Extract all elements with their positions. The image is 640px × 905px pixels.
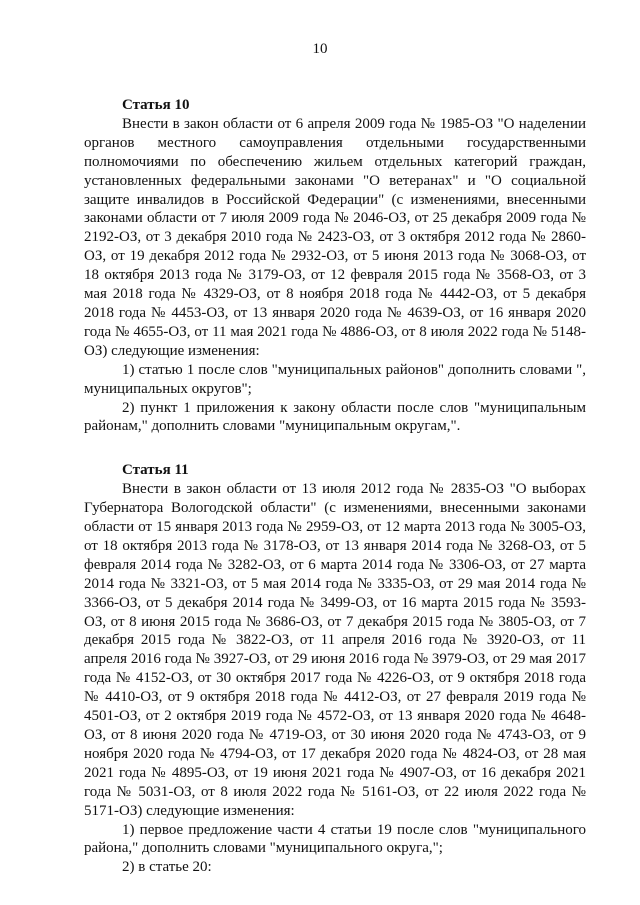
article-body: Внести в закон области от 6 апреля 2009 года № 1985-ОЗ "О наделении органов местного самоуправления отдельными государственными полномочиями по обеспечению жильем отдельных категорий граждан, установленных федеральными законами "О ветеранах" и "О социальной защите инвалидов в Российской Федерации" (с изменениями, внесенными законами области от 7 июля 2009 года № 2046-ОЗ, от 25 декабря 2009 года № 2192-ОЗ, от 3 декабря 2010 года № 2423-ОЗ, от 3 октября 2012 года № 2860-ОЗ, от 19 декабря 2012 года № 2932-ОЗ, от 5 июня 2013 года № 3068-ОЗ, от 18 октября 2013 года № 3179-ОЗ, от 12 февраля 2015 года № 3568-ОЗ, от 3 мая 2018 года № 4329-ОЗ, от 8 ноября 2018 года № 4442-ОЗ, от 5 декабря 2018 года № 4453-ОЗ, от 13 января 2020 года № 4639-ОЗ, от 16 января 2020 года № 4655-ОЗ, от 11 мая 2021 года № 4886-ОЗ, от 8 июля 2022 года № 5148-ОЗ) следующие изменения:	[84, 115, 586, 359]
article-item: 2) пункт 1 приложения к закону области после слов "муниципальным районам," дополнить словами "муниципальным округам,".	[84, 399, 586, 435]
article-item: 2) в статье 20:	[122, 859, 212, 876]
article-item: 1) статью 1 после слов "муниципальных районов" дополнить словами ", муниципальных округов";	[84, 361, 586, 397]
article-heading: Статья 11	[122, 462, 189, 479]
article-item: 1) первое предложение части 4 статьи 19 после слов "муниципального района," дополнить словами "муниципального округа,";	[84, 821, 586, 857]
article-11	[84, 461, 586, 877]
article-body: Внести в закон области от 13 июля 2012 года № 2835-ОЗ "О выборах Губернатора Вологодской области" (с изменениями, внесенными законами области от 15 января 2013 года № 2959-ОЗ, от 12 марта 2013 года № 3005-ОЗ, от 18 октября 2013 года № 3178-ОЗ, от 13 января 2014 года № 3268-ОЗ, от 5 февраля 2014 года № 3282-ОЗ, от 6 марта 2014 года № 3306-ОЗ, от 27 марта 2014 года № 3321-ОЗ, от 5 мая 2014 года № 3335-ОЗ, от 29 мая 2014 года № 3366-ОЗ, от 5 декабря 2014 года № 3499-ОЗ, от 16 марта 2015 года № 3593-ОЗ, от 8 июня 2015 года № 3686-ОЗ, от 7 декабря 2015 года № 3805-ОЗ, от 7 декабря 2015 года № 3822-ОЗ, от 11 апреля 2016 года № 3920-ОЗ, от 11 апреля 2016 года № 3927-ОЗ, от 29 июня 2016 года № 3979-ОЗ, от 29 мая 2017 года № 4152-ОЗ, от 30 октября 2017 года № 4226-ОЗ, от 9 октября 2018 года № 4410-ОЗ, от 9 октября 2018 года № 4412-ОЗ, от 27 февраля 2019 года № 4501-ОЗ, от 2 октября 2019 года № 4572-ОЗ, от 13 января 2020 года № 4648-ОЗ, от 8 июня 2020 года № 4719-ОЗ, от 30 июня 2020 года № 4743-ОЗ, от 9 ноября 2020 года № 4794-ОЗ, от 17 декабря 2020 года № 4824-ОЗ, от 28 мая 2021 года № 4895-ОЗ, от 19 июня 2021 года № 4907-ОЗ, от 16 декабря 2021 года № 5031-ОЗ, от 8 июля 2022 года № 5161-ОЗ, от 22 июля 2022 года № 5171-ОЗ) следующие изменения:	[84, 481, 586, 819]
document-content	[84, 96, 586, 877]
article-10	[84, 96, 586, 436]
page-number: 10	[312, 41, 328, 57]
article-heading: Статья 10	[122, 97, 190, 113]
section-spacer	[84, 436, 586, 455]
